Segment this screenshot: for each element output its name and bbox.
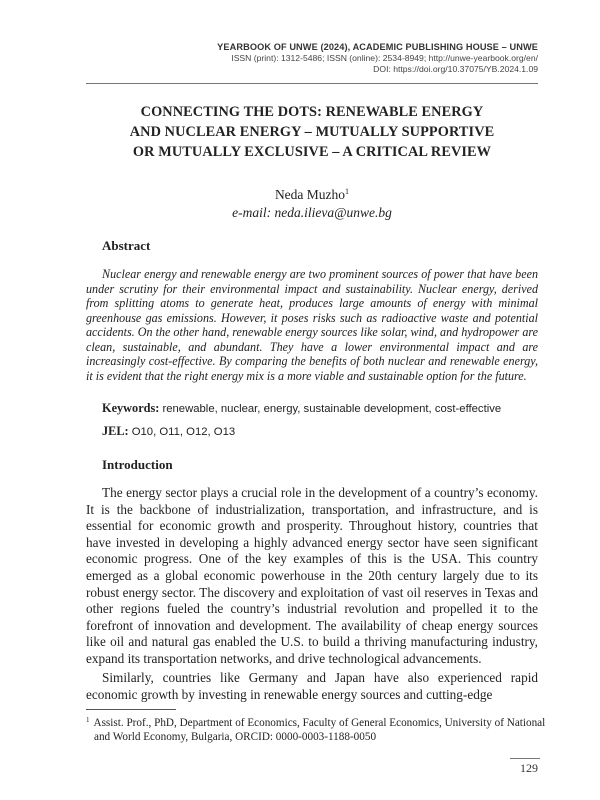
- footnote-text: Assist. Prof., PhD, Department of Economics, Faculty of General Economics, University of National and World Economy, Bulgaria, ORCID: 0000-0003-1188-0050: [93, 717, 546, 743]
- jel-label: JEL:: [102, 424, 129, 438]
- paper-title: [86, 103, 538, 162]
- footnote-mark: 1: [86, 716, 90, 724]
- keywords-value: renewable, nuclear, energy, sustainable development, cost-effective: [162, 403, 502, 415]
- title-line-3: OR MUTUALLY EXCLUSIVE – A CRITICAL REVIEW: [132, 143, 492, 160]
- keywords-label: Keywords:: [102, 401, 160, 415]
- footnote-rule: [86, 709, 176, 710]
- intro-paragraph-2: Similarly, countries like Germany and Japan have also experienced rapid economic growth by investing in renewable energy sources and cutting-edge: [86, 670, 538, 702]
- issn-line: ISSN (print): 1312-5486; ISSN (online): 2534-8949; http://unwe-yearbook.org/en/: [231, 53, 538, 63]
- page-number-rule: [510, 758, 540, 759]
- abstract-heading: Abstract: [102, 238, 151, 253]
- author-footnote-mark: 1: [345, 187, 350, 196]
- journal-title: YEARBOOK OF UNWE (2024), ACADEMIC PUBLISHING HOUSE – UNWE: [217, 42, 538, 52]
- header-rule: [86, 83, 538, 84]
- jel-value: O10, O11, O12, O13: [131, 426, 236, 438]
- title-line-2: AND NUCLEAR ENERGY – MUTUALLY SUPPORTIVE: [129, 123, 495, 140]
- keywords-line: [102, 401, 501, 416]
- footnote: [86, 713, 549, 744]
- doi-line: DOI: https://doi.org/10.37075/YB.2024.1.09: [373, 63, 538, 74]
- jel-line: [102, 424, 235, 439]
- page-number: 129: [520, 761, 538, 775]
- running-header: [217, 42, 538, 74]
- intro-paragraph-1: The energy sector plays a crucial role in the development of a country’s economy. It is the backbone of industrialization, transportation, and infrastructure, and is essential for economic growth and prosperity. Throughout history, countries that have invested in developing a highly advanced energy sector have seen significant economic progress. One of the key examples of this is the USA. This country emerged as a global economic powerhouse in the 20th century largely due to its robust energy sector. The discovery and exploitation of vast oil reserves in Texas and other regions fueled the country’s industrial revolution and propelled it to the forefront of innovation and development. The availability of cheap energy sources like oil and natural gas enabled the U.S. to build a thriving manufacturing industry, expand its transportation networks, and drive technological advancements.: [86, 485, 538, 666]
- abstract-text: Nuclear energy and renewable energy are two prominent sources of power that have been under scrutiny for their environmental impact and sustainability. Nuclear energy, derived from splitting atoms to generate heat, produces large amounts of energy with minimal greenhouse gas emissions. However, it poses risks such as radioactive waste and potential accidents. On the other hand, renewable energy sources like solar, wind, and hydropower are clean, sustainable, and abundant. They have a lower environmental impact and are increasingly cost-effective. By comparing the benefits of both nuclear and renewable energy, it is evident that the right energy mix is a more viable and sustainable option for the future.: [86, 267, 538, 383]
- title-line-1: CONNECTING THE DOTS: RENEWABLE ENERGY: [140, 104, 484, 120]
- author-name: Neda Muzho: [274, 187, 346, 202]
- author-email: e-mail: neda.ilieva@unwe.bg: [232, 204, 392, 220]
- introduction-heading: Introduction: [102, 457, 173, 472]
- author-block: [86, 183, 538, 221]
